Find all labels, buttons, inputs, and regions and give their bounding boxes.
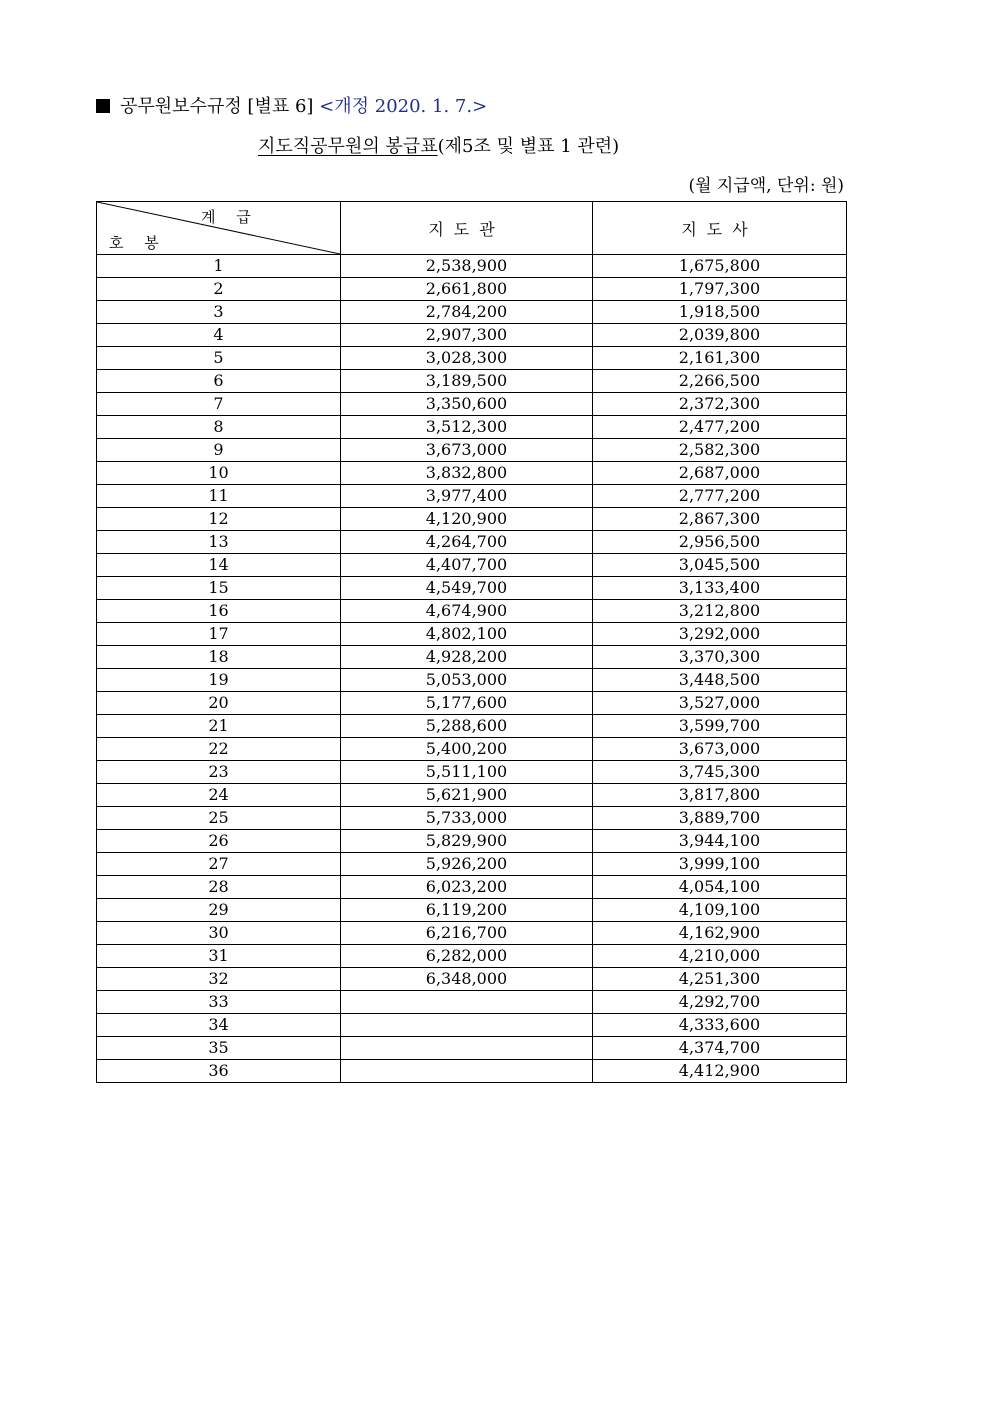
- table-row: [97, 991, 847, 1014]
- regulation-name: 공무원보수규정 [별표 6]: [120, 96, 314, 117]
- column-header-jidogwan: 지도관: [341, 202, 593, 255]
- jidogwan-salary-cell: 2,907,300: [341, 324, 593, 347]
- jidogwan-salary-cell: 5,053,000: [341, 669, 593, 692]
- jidosa-salary-cell: 2,956,500: [593, 531, 847, 554]
- jidogwan-salary-cell: 4,674,900: [341, 600, 593, 623]
- jidogwan-salary-cell: 2,784,200: [341, 301, 593, 324]
- step-cell: 23: [97, 761, 341, 784]
- table-row: [97, 462, 847, 485]
- table-row: [97, 278, 847, 301]
- table-row: [97, 301, 847, 324]
- step-cell: 6: [97, 370, 341, 393]
- jidogwan-salary-cell: 5,400,200: [341, 738, 593, 761]
- step-label: 호 봉: [109, 234, 167, 252]
- jidogwan-salary-cell: 3,189,500: [341, 370, 593, 393]
- table-row: [97, 968, 847, 991]
- step-cell: 35: [97, 1037, 341, 1060]
- table-row: [97, 600, 847, 623]
- step-cell: 11: [97, 485, 341, 508]
- jidosa-salary-cell: 3,817,800: [593, 784, 847, 807]
- table-row: [97, 784, 847, 807]
- corner-header-cell: [97, 202, 341, 255]
- jidogwan-salary-cell: 5,177,600: [341, 692, 593, 715]
- jidosa-salary-cell: 4,333,600: [593, 1014, 847, 1037]
- step-cell: 12: [97, 508, 341, 531]
- step-cell: 2: [97, 278, 341, 301]
- jidosa-salary-cell: 2,477,200: [593, 416, 847, 439]
- table-row: [97, 761, 847, 784]
- step-cell: 17: [97, 623, 341, 646]
- jidosa-salary-cell: 1,797,300: [593, 278, 847, 301]
- jidogwan-salary-cell: 6,119,200: [341, 899, 593, 922]
- table-row: [97, 255, 847, 278]
- step-cell: 32: [97, 968, 341, 991]
- jidosa-salary-cell: 3,889,700: [593, 807, 847, 830]
- table-row: [97, 876, 847, 899]
- jidosa-salary-cell: 3,599,700: [593, 715, 847, 738]
- table-row: [97, 830, 847, 853]
- jidosa-salary-cell: 3,045,500: [593, 554, 847, 577]
- jidosa-salary-cell: 1,918,500: [593, 301, 847, 324]
- table-row: [97, 945, 847, 968]
- step-cell: 7: [97, 393, 341, 416]
- black-square-icon: [96, 99, 110, 113]
- table-row: [97, 508, 847, 531]
- table-row: [97, 554, 847, 577]
- table-row: [97, 485, 847, 508]
- table-row: [97, 899, 847, 922]
- jidosa-salary-cell: 2,266,500: [593, 370, 847, 393]
- column-header-jidosa: 지도사: [593, 202, 847, 255]
- step-cell: 22: [97, 738, 341, 761]
- step-cell: 36: [97, 1060, 341, 1083]
- table-row: [97, 439, 847, 462]
- jidosa-salary-cell: 3,133,400: [593, 577, 847, 600]
- jidogwan-salary-cell: 6,216,700: [341, 922, 593, 945]
- jidogwan-salary-cell: 3,977,400: [341, 485, 593, 508]
- jidosa-salary-cell: 4,251,300: [593, 968, 847, 991]
- jidogwan-salary-cell: 3,350,600: [341, 393, 593, 416]
- table-row: [97, 416, 847, 439]
- table-row: [97, 853, 847, 876]
- jidogwan-salary-cell: 3,512,300: [341, 416, 593, 439]
- jidogwan-salary-cell: 4,264,700: [341, 531, 593, 554]
- jidogwan-salary-cell: 6,282,000: [341, 945, 593, 968]
- jidosa-salary-cell: 1,675,800: [593, 255, 847, 278]
- step-cell: 13: [97, 531, 341, 554]
- jidogwan-salary-cell: 4,802,100: [341, 623, 593, 646]
- jidogwan-salary-cell: 5,288,600: [341, 715, 593, 738]
- jidogwan-salary-cell: [341, 1014, 593, 1037]
- table-row: [97, 393, 847, 416]
- step-cell: 19: [97, 669, 341, 692]
- step-cell: 14: [97, 554, 341, 577]
- jidogwan-salary-cell: 2,538,900: [341, 255, 593, 278]
- jidosa-salary-cell: 3,999,100: [593, 853, 847, 876]
- jidogwan-salary-cell: 5,829,900: [341, 830, 593, 853]
- jidogwan-salary-cell: 5,511,100: [341, 761, 593, 784]
- jidosa-salary-cell: 2,039,800: [593, 324, 847, 347]
- step-cell: 15: [97, 577, 341, 600]
- jidosa-salary-cell: 3,370,300: [593, 646, 847, 669]
- jidosa-salary-cell: 4,109,100: [593, 899, 847, 922]
- step-cell: 25: [97, 807, 341, 830]
- jidosa-salary-cell: 3,292,000: [593, 623, 847, 646]
- jidogwan-salary-cell: 6,023,200: [341, 876, 593, 899]
- jidosa-salary-cell: 3,448,500: [593, 669, 847, 692]
- regulation-header: [96, 92, 487, 118]
- jidogwan-salary-cell: 3,028,300: [341, 347, 593, 370]
- jidosa-salary-cell: 3,745,300: [593, 761, 847, 784]
- table-row: [97, 1014, 847, 1037]
- jidosa-salary-cell: 4,162,900: [593, 922, 847, 945]
- table-row: [97, 738, 847, 761]
- step-cell: 8: [97, 416, 341, 439]
- jidosa-salary-cell: 3,212,800: [593, 600, 847, 623]
- step-cell: 26: [97, 830, 341, 853]
- step-cell: 9: [97, 439, 341, 462]
- jidogwan-salary-cell: [341, 991, 593, 1014]
- table-row: [97, 347, 847, 370]
- salary-table: [96, 201, 847, 1083]
- table-title: [258, 132, 619, 158]
- step-cell: 4: [97, 324, 341, 347]
- step-cell: 34: [97, 1014, 341, 1037]
- step-cell: 10: [97, 462, 341, 485]
- table-row: [97, 692, 847, 715]
- jidogwan-salary-cell: 2,661,800: [341, 278, 593, 301]
- table-row: [97, 623, 847, 646]
- jidogwan-salary-cell: 6,348,000: [341, 968, 593, 991]
- table-row: [97, 370, 847, 393]
- jidogwan-salary-cell: 3,832,800: [341, 462, 593, 485]
- jidosa-salary-cell: 4,054,100: [593, 876, 847, 899]
- table-row: [97, 531, 847, 554]
- jidosa-salary-cell: 2,687,000: [593, 462, 847, 485]
- table-row: [97, 1037, 847, 1060]
- jidosa-salary-cell: 2,161,300: [593, 347, 847, 370]
- step-cell: 5: [97, 347, 341, 370]
- jidosa-salary-cell: 4,210,000: [593, 945, 847, 968]
- step-cell: 1: [97, 255, 341, 278]
- step-cell: 24: [97, 784, 341, 807]
- jidogwan-salary-cell: 4,120,900: [341, 508, 593, 531]
- step-cell: 31: [97, 945, 341, 968]
- jidosa-salary-cell: 4,374,700: [593, 1037, 847, 1060]
- step-cell: 18: [97, 646, 341, 669]
- jidogwan-salary-cell: 5,733,000: [341, 807, 593, 830]
- step-cell: 27: [97, 853, 341, 876]
- step-cell: 33: [97, 991, 341, 1014]
- jidosa-salary-cell: 3,527,000: [593, 692, 847, 715]
- jidogwan-salary-cell: 4,407,700: [341, 554, 593, 577]
- step-cell: 16: [97, 600, 341, 623]
- jidogwan-salary-cell: [341, 1060, 593, 1083]
- table-title-reference: (제5조 및 별표 1 관련): [437, 136, 620, 157]
- table-row: [97, 577, 847, 600]
- step-cell: 28: [97, 876, 341, 899]
- jidosa-salary-cell: 2,867,300: [593, 508, 847, 531]
- table-row: [97, 669, 847, 692]
- jidogwan-salary-cell: 5,926,200: [341, 853, 593, 876]
- jidogwan-salary-cell: 5,621,900: [341, 784, 593, 807]
- header-row: [97, 202, 847, 255]
- table-row: [97, 715, 847, 738]
- table-row: [97, 807, 847, 830]
- jidosa-salary-cell: 3,944,100: [593, 830, 847, 853]
- step-cell: 21: [97, 715, 341, 738]
- table-title-main: 지도직공무원의 봉급표: [258, 136, 438, 157]
- unit-note: (월 지급액, 단위: 원): [688, 176, 844, 196]
- jidogwan-salary-cell: [341, 1037, 593, 1060]
- table-row: [97, 922, 847, 945]
- jidogwan-salary-cell: 3,673,000: [341, 439, 593, 462]
- step-cell: 3: [97, 301, 341, 324]
- jidogwan-salary-cell: 4,549,700: [341, 577, 593, 600]
- jidosa-salary-cell: 3,673,000: [593, 738, 847, 761]
- jidosa-salary-cell: 4,292,700: [593, 991, 847, 1014]
- table-row: [97, 1060, 847, 1083]
- table-row: [97, 646, 847, 669]
- jidosa-salary-cell: 2,777,200: [593, 485, 847, 508]
- step-cell: 29: [97, 899, 341, 922]
- step-cell: 20: [97, 692, 341, 715]
- jidosa-salary-cell: 4,412,900: [593, 1060, 847, 1083]
- amendment-date: <개정 2020. 1. 7.>: [319, 96, 488, 117]
- jidogwan-salary-cell: 4,928,200: [341, 646, 593, 669]
- table-row: [97, 324, 847, 347]
- jidosa-salary-cell: 2,582,300: [593, 439, 847, 462]
- grade-label: 계 급: [201, 208, 259, 226]
- step-cell: 30: [97, 922, 341, 945]
- jidosa-salary-cell: 2,372,300: [593, 393, 847, 416]
